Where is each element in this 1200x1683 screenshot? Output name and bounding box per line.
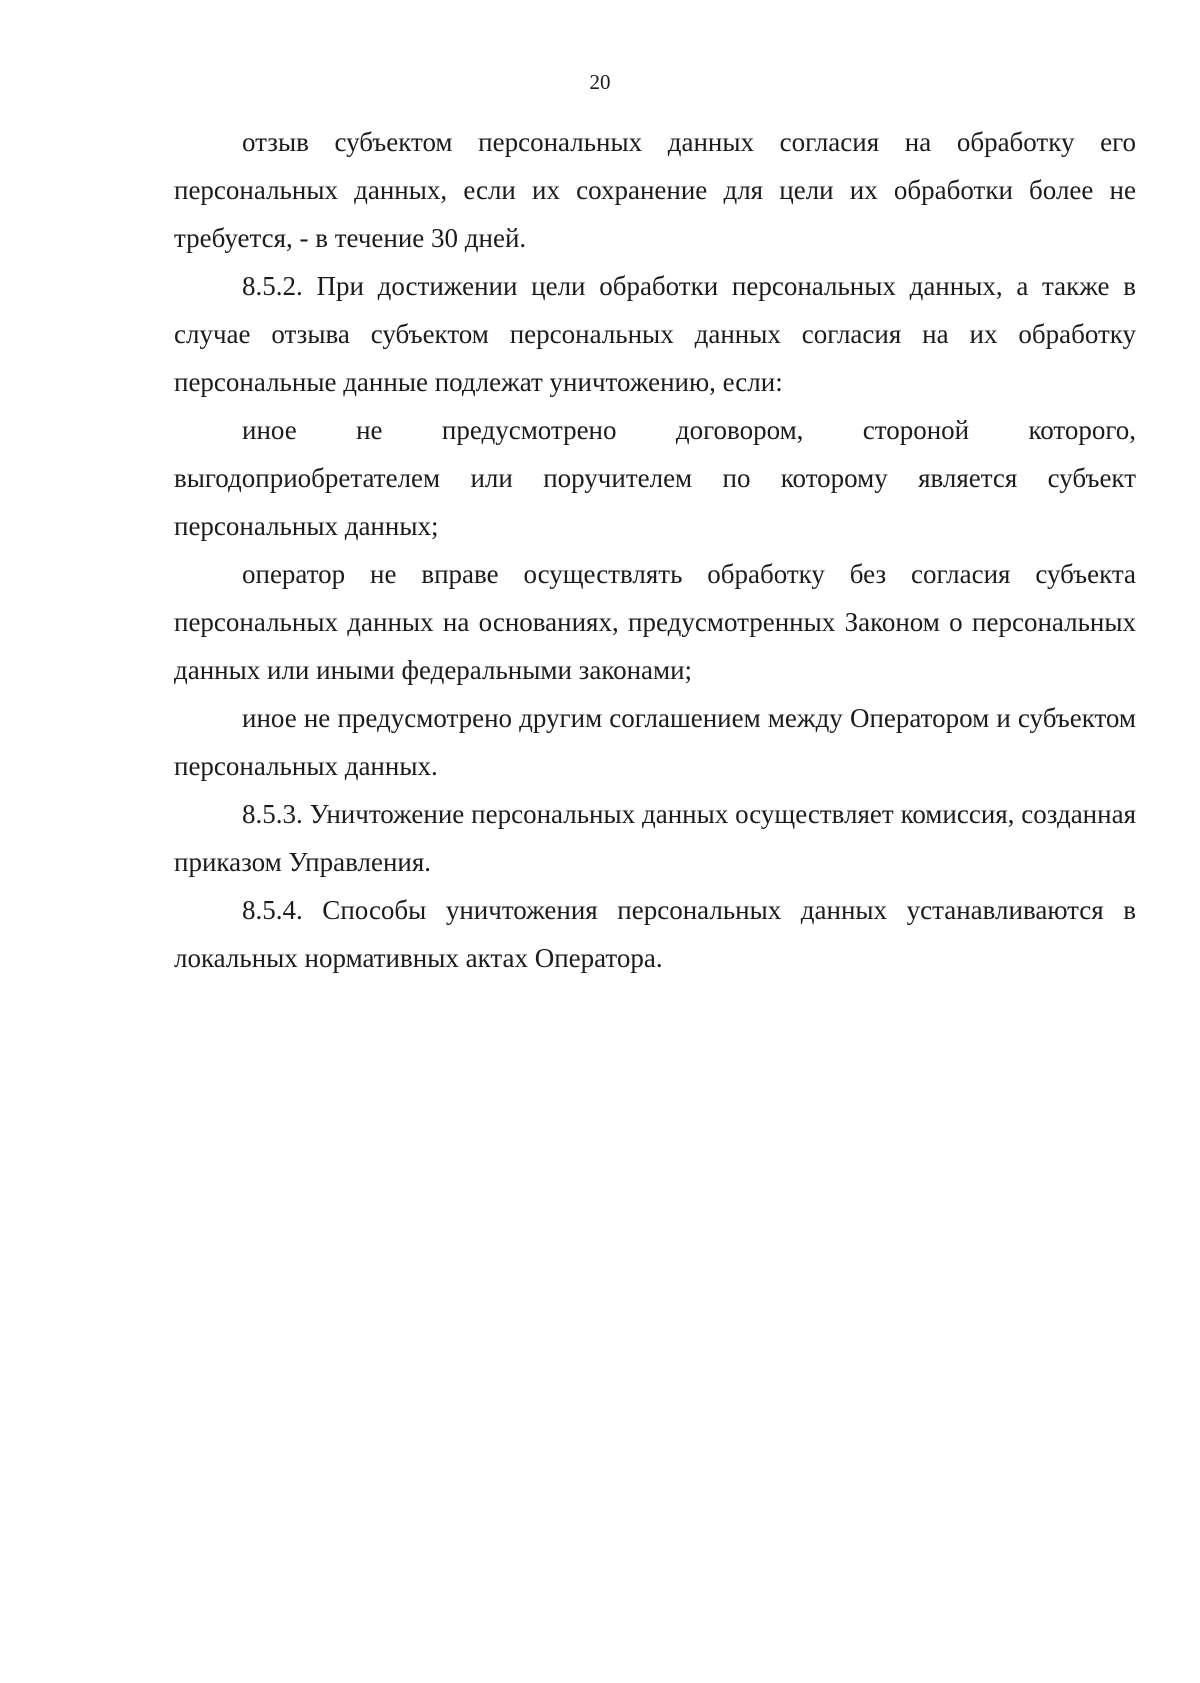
paragraph-condition-agreement: иное не предусмотрено другим соглашением между Оператором и субъектом персональных данных. <box>174 703 1136 781</box>
page-number: 20 <box>589 70 611 94</box>
paragraph-condition-contract: иное не предусмотрено договором, стороной которого, выгодоприобретателем или поручителем по которому является субъект персональных данных; <box>174 415 1136 541</box>
paragraph-withdrawal-consent: отзыв субъектом персональных данных согласия на обработку его персональных данных, если их сохранение для цели их обработки более не требуется, - в течение 30 дней. <box>174 127 1136 253</box>
paragraph-8-5-4: 8.5.4. Способы уничтожения персональных данных устанавливаются в локальных нормативных актах Оператора. <box>174 895 1136 973</box>
paragraph-8-5-3: 8.5.3. Уничтожение персональных данных осуществляет комиссия, созданная приказом Управления. <box>174 799 1136 877</box>
document-body <box>174 118 1136 982</box>
paragraph-condition-operator: оператор не вправе осуществлять обработку без согласия субъекта персональных данных на основаниях, предусмотренных Законом о персональных данных или иными федеральными законами; <box>174 559 1136 685</box>
paragraph-8-5-2: 8.5.2. При достижении цели обработки персональных данных, а также в случае отзыва субъектом персональных данных согласия на их обработку персональные данные подлежат уничтожению, если: <box>174 271 1136 397</box>
